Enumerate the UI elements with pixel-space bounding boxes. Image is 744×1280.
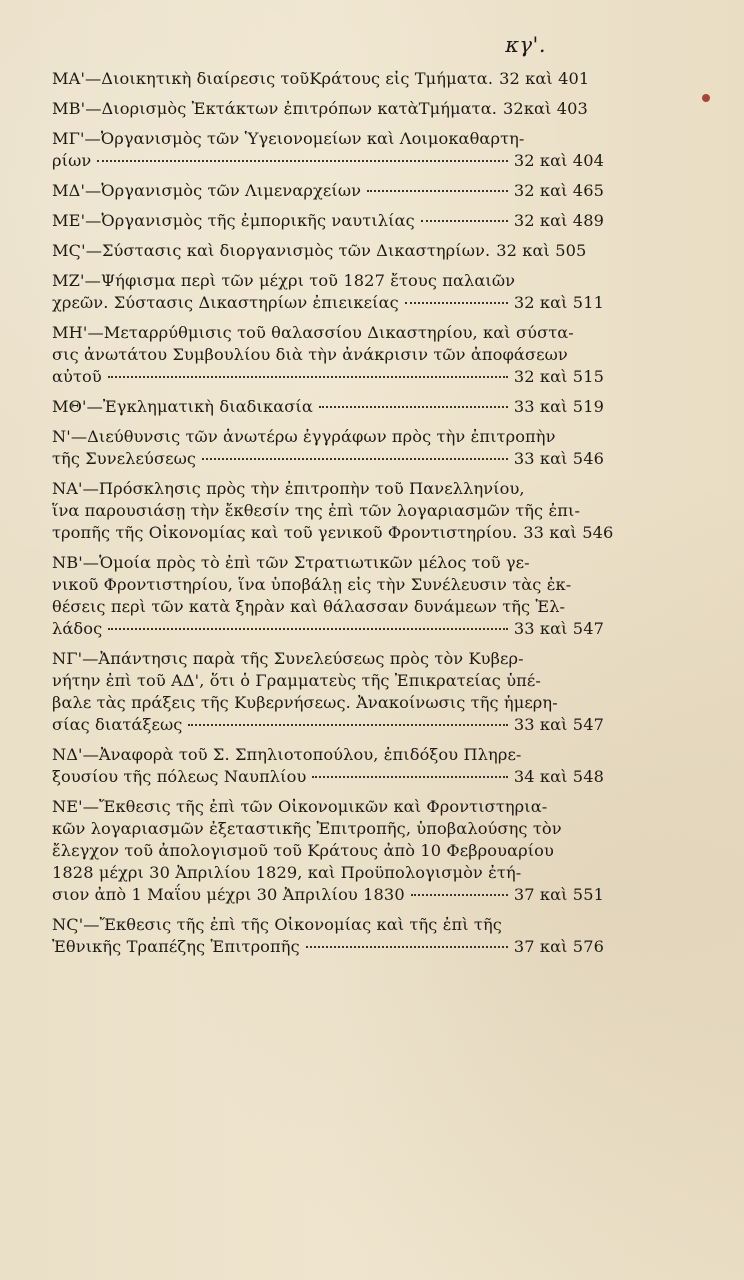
entry-text: νικοῦ Φροντιστηρίου, ἵνα ὑποβάλῃ εἰς τὴν Συνέλευσιν τὰς ἐκ-	[52, 575, 572, 594]
toc-entry-mst	[52, 240, 604, 262]
entry-line	[52, 396, 604, 418]
entry-text: τροπῆς τῆς Οἰκονομίας καὶ τοῦ γενικοῦ Φροντιστηρίου.	[52, 523, 518, 542]
dot-leader	[306, 946, 508, 948]
dot-leader	[108, 376, 508, 378]
entry-text: ΝΒ'—Ὁμοία πρὸς τὸ ἐπὶ τῶν Στρατιωτικῶν μέλος τοῦ γε-	[52, 553, 530, 572]
page-reference: 32 καὶ 489	[513, 211, 604, 230]
entry-line	[52, 522, 614, 544]
entry-text: ΝΓ'—Ἀπάντησις παρὰ τῆς Συνελεύσεως πρὸς τὸν Κυβερ-	[52, 649, 524, 668]
entry-line	[52, 180, 604, 202]
entry-text: ΜΓ'—Ὀργανισμὸς τῶν Ὑγειονομείων καὶ Λοιμοκαθαρτη-	[52, 129, 525, 148]
entry-text: κῶν λογαριασμῶν ἐξεταστικῆς Ἐπιτροπῆς, ὑποβαλούσης τὸν	[52, 819, 562, 838]
entry-line	[52, 884, 604, 906]
entry-text: ΜΒ'—Διορισμὸς Ἐκτάκτων ἐπιτρόπων κατὰΤμήματα.	[52, 99, 498, 118]
page-reference: 34 καὶ 548	[513, 767, 604, 786]
toc-entry-md	[52, 180, 604, 202]
toc-entry-nst	[52, 914, 604, 958]
page-reference: 33 καὶ 546	[523, 523, 614, 542]
dot-leader	[405, 302, 508, 304]
entry-text: ΝΔ'—Ἀναφορὰ τοῦ Σ. Σπηλιοτοπούλου, ἐπιδόξου Πληρε-	[52, 745, 522, 764]
entry-text: ΝΕ'—Ἔκθεσις τῆς ἐπὶ τῶν Οἰκονομικῶν καὶ Φροντιστηρια-	[52, 797, 548, 816]
dot-leader	[97, 160, 508, 162]
page-number: κγ'.	[505, 33, 546, 57]
toc-entry-mth	[52, 396, 604, 418]
dot-leader	[312, 776, 507, 778]
entry-text: ΜΕ'—Ὀργανισμὸς τῆς ἐμπορικῆς ναυτιλίας	[52, 211, 415, 230]
toc-entry-mh	[52, 322, 604, 388]
entry-text: ΜΔ'—Ὀργανισμὸς τῶν Λιμεναρχείων	[52, 181, 362, 200]
page-reference: 32 καὶ 505	[496, 241, 587, 260]
dot-leader	[108, 628, 508, 630]
page-reference: 32 καὶ 401	[499, 69, 590, 88]
dot-leader	[319, 406, 508, 408]
page-reference: 32 καὶ 404	[513, 151, 604, 170]
entry-text: χρεῶν. Σύστασις Δικαστηρίων ἐπιεικείας	[52, 293, 399, 312]
entry-line	[52, 714, 604, 736]
page-reference: 37 καὶ 576	[513, 937, 604, 956]
entry-text: ΝΑ'—Πρόσκλησις πρὸς τὴν ἐπιτροπὴν τοῦ Πανελληνίου,	[52, 479, 525, 498]
toc-entry-mg	[52, 128, 604, 172]
entry-text: ξουσίου τῆς πόλεως Ναυπλίου	[52, 767, 307, 786]
entry-text: ΜΑ'—Διοικητικὴ διαίρεσις τοῦΚράτους εἰς Τμήματα.	[52, 69, 494, 88]
entry-text: θέσεις περὶ τῶν κατὰ ξηρὰν καὶ θάλασσαν δυνάμεων τῆς Ἑλ-	[52, 597, 566, 616]
page-reference: 37 καὶ 551	[513, 885, 604, 904]
entry-text: βαλε τὰς πράξεις τῆς Κυβερνήσεως. Ἀνακοίνωσις τῆς ἡμερη-	[52, 693, 558, 712]
page-reference: 33 καὶ 547	[513, 619, 604, 638]
page-reference: 32 καὶ 515	[513, 367, 604, 386]
red-ink-mark	[702, 94, 710, 102]
toc-entry-nd	[52, 744, 604, 788]
entry-line	[52, 210, 604, 232]
dot-leader	[367, 190, 508, 192]
entry-text: ἔλεγχον τοῦ ἀπολογισμοῦ τοῦ Κράτους ἀπὸ 10 Φεβρουαρίου	[52, 841, 554, 860]
entry-text: ἵνα παρουσιάσῃ τὴν ἔκθεσίν της ἐπὶ τῶν λογαριασμῶν τῆς ἐπι-	[52, 501, 581, 520]
entry-text: ΜΗ'—Μεταρρύθμισις τοῦ θαλασσίου Δικαστηρίου, καὶ σύστα-	[52, 323, 574, 342]
page-reference: 33 καὶ 519	[513, 397, 604, 416]
toc-entry-nb	[52, 552, 604, 640]
entry-text: νήτην ἐπὶ τοῦ ΑΔ', ὅτι ὁ Γραμματεὺς τῆς Ἐπικρατείας ὑπέ-	[52, 671, 541, 690]
entry-line	[52, 68, 604, 90]
entry-text: ΜϚ'—Σύστασις καὶ διοργανισμὸς τῶν Δικαστηρίων.	[52, 241, 491, 260]
page-reference: 32καὶ 403	[503, 99, 588, 118]
dot-leader	[421, 220, 508, 222]
dot-leader	[202, 458, 508, 460]
entry-line	[52, 618, 604, 640]
entry-line	[52, 98, 604, 120]
entry-text: λάδος	[52, 619, 103, 638]
toc-entry-ma	[52, 68, 604, 90]
entry-text: ρίων	[52, 151, 92, 170]
dot-leader	[411, 894, 508, 896]
entry-line	[52, 240, 604, 262]
entry-text: ΝϚ'—Ἔκθεσις τῆς ἐπὶ τῆς Οἰκονομίας καὶ τῆς ἐπὶ τῆς	[52, 915, 502, 934]
table-of-contents	[52, 68, 614, 966]
dot-leader	[188, 724, 507, 726]
page-reference: 33 καὶ 547	[513, 715, 604, 734]
entry-text: Ἐθνικῆς Τραπέζης Ἐπιτροπῆς	[52, 937, 300, 956]
page-reference: 33 καὶ 546	[513, 449, 604, 468]
toc-entry-ng	[52, 648, 604, 736]
entry-line	[52, 936, 604, 958]
entry-line	[52, 150, 604, 172]
page-reference: 32 καὶ 465	[513, 181, 604, 200]
toc-entry-me	[52, 210, 604, 232]
page-reference: 32 καὶ 511	[513, 293, 604, 312]
entry-text: ΜΘ'—Ἐγκληματικὴ διαδικασία	[52, 397, 313, 416]
entry-text: αὐτοῦ	[52, 367, 102, 386]
entry-text: σίας διατάξεως	[52, 715, 183, 734]
entry-text: 1828 μέχρι 30 Ἀπριλίου 1829, καὶ Προϋπολογισμὸν ἐτή-	[52, 863, 522, 882]
entry-line	[52, 448, 604, 470]
entry-text: τῆς Συνελεύσεως	[52, 449, 197, 468]
toc-entry-mb	[52, 98, 604, 120]
entry-text: ΜΖ'—Ψήφισμα περὶ τῶν μέχρι τοῦ 1827 ἔτους παλαιῶν	[52, 271, 516, 290]
entry-text: σις ἀνωτάτου Συμβουλίου διὰ τὴν ἀνάκρισιν τῶν ἀποφάσεων	[52, 345, 568, 364]
toc-entry-na	[52, 478, 614, 544]
toc-entry-mz	[52, 270, 604, 314]
toc-entry-n	[52, 426, 604, 470]
entry-line	[52, 366, 604, 388]
entry-line	[52, 766, 604, 788]
entry-line	[52, 292, 604, 314]
entry-text: Ν'—Διεύθυνσις τῶν ἀνωτέρω ἐγγράφων πρὸς τὴν ἐπιτροπὴν	[52, 427, 556, 446]
entry-text: σιον ἀπὸ 1 Μαΐου μέχρι 30 Ἀπριλίου 1830	[52, 885, 405, 904]
toc-entry-ne	[52, 796, 604, 906]
